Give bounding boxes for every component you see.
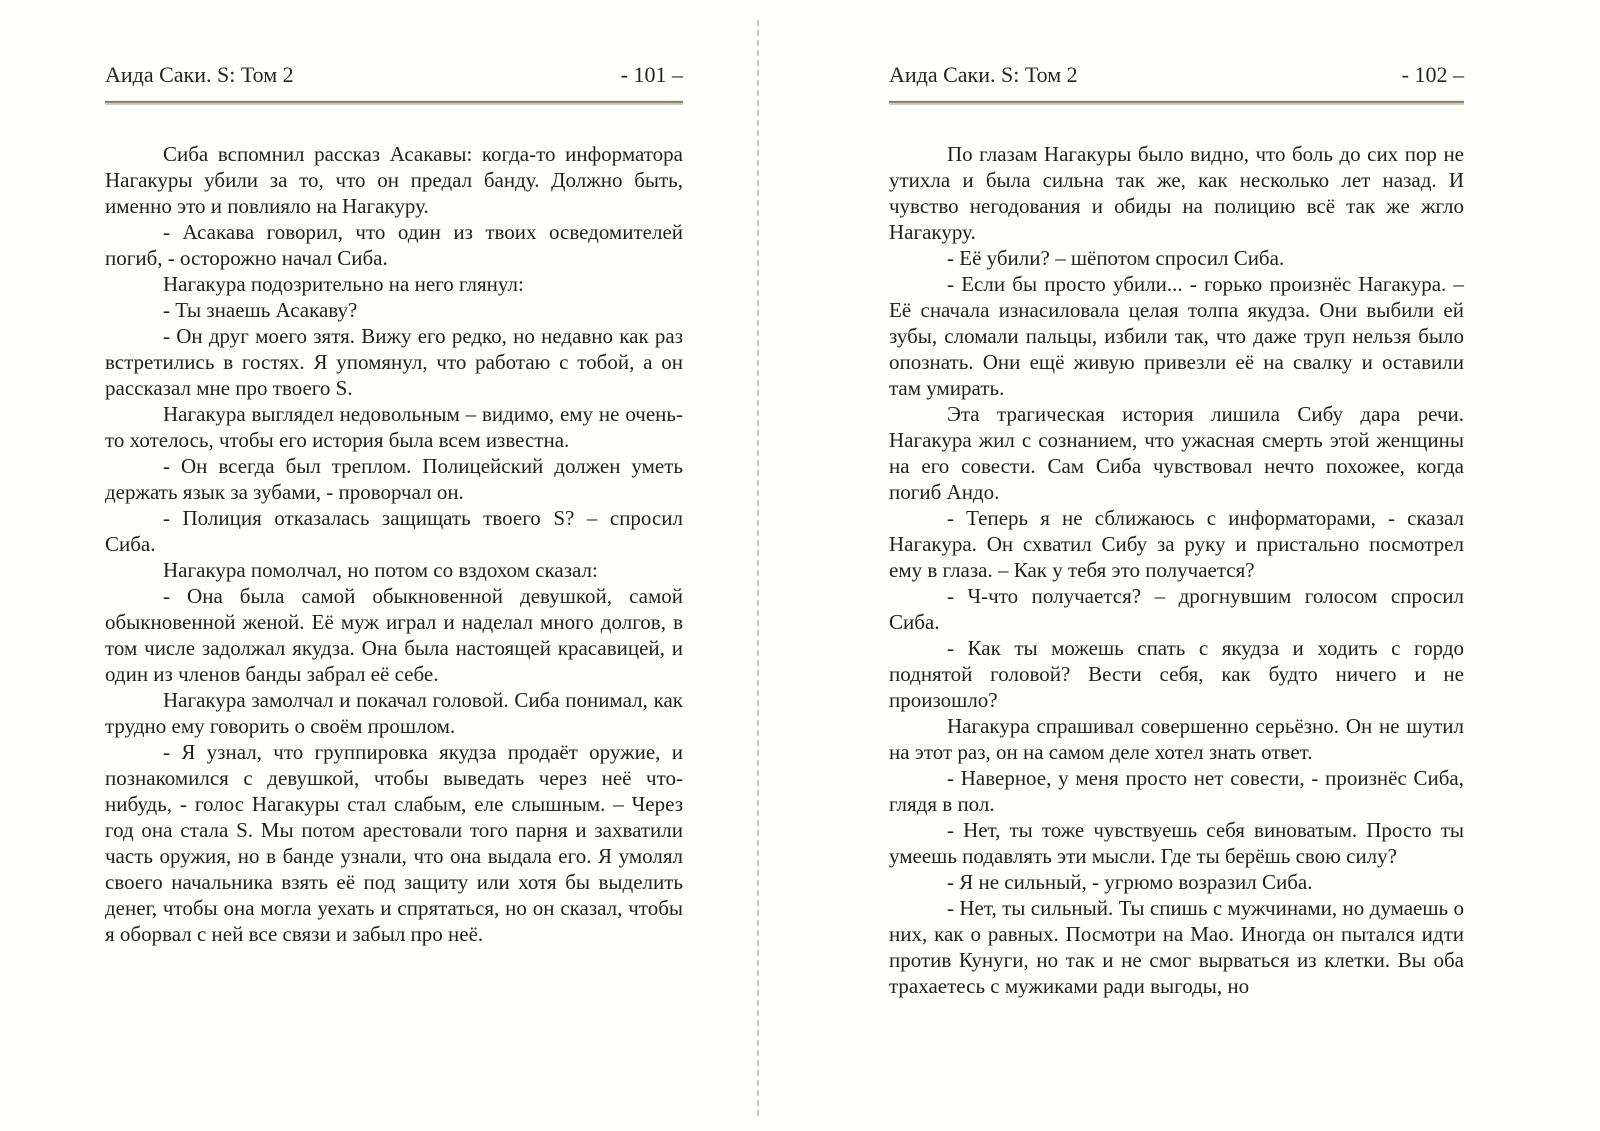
- page-header-title: Аида Саки. S: Том 2: [105, 62, 294, 87]
- page-left: [105, 0, 683, 947]
- paragraph: Сиба вспомнил рассказ Асакавы: когда-то информатора Нагакуры убили за то, что он предал банду. Должно быть, именно это и повлияло на Нагакуру.: [105, 142, 683, 218]
- header-rule: [889, 100, 1464, 105]
- page-body: [889, 141, 1464, 999]
- paragraph: - Если бы просто убили... - горько произнёс Нагакура. – Её сначала изнасиловала целая толпа якудза. Они выбили ей зубы, сломали пальцы, избили так, что даже труп нельзя было опознать. Они ещё живую привезли её на свалку и оставили там умирать.: [889, 272, 1464, 400]
- paragraph: Нагакура помолчал, но потом со вздохом сказал:: [163, 558, 598, 582]
- paragraph: - Её убили? – шёпотом спросил Сиба.: [947, 246, 1285, 270]
- paragraph: - Он друг моего зятя. Вижу его редко, но недавно как раз встретились в гостях. Я упомянул, что работаю с тобой, а он рассказал мне про твоего S.: [105, 324, 683, 400]
- paragraph: - Ты знаешь Асакаву?: [163, 298, 358, 322]
- page-body: [105, 141, 683, 947]
- paragraph: - Как ты можешь спать с якудза и ходить с гордо поднятой головой? Вести себя, как будто ничего и не произошло?: [889, 636, 1464, 712]
- page-header-title: Аида Саки. S: Том 2: [889, 62, 1078, 87]
- paragraph: - Наверное, у меня просто нет совести, - произнёс Сиба, глядя в пол.: [889, 766, 1464, 816]
- paragraph: Нагакура подозрительно на него глянул:: [163, 272, 524, 296]
- paragraph: - Ч-что получается? – дрогнувшим голосом спросил Сиба.: [889, 584, 1464, 634]
- page-divider: [757, 20, 759, 1116]
- paragraph: Нагакура спрашивал совершенно серьёзно. Он не шутил на этот раз, он на самом деле хотел знать ответ.: [889, 714, 1464, 764]
- paragraph: Нагакура замолчал и покачал головой. Сиба понимал, как трудно ему говорить о своём прошлом.: [105, 688, 683, 738]
- paragraph: - Я узнал, что группировка якудза продаёт оружие, и познакомился с девушкой, чтобы выведать через неё что-нибудь, - голос Нагакуры стал слабым, еле слышным. – Через год она стала S. Мы потом арестовали того парня и захватили часть оружия, но в банде узнали, что она выдала его. Я умолял своего начальника взять её под защиту или хотя бы выделить денег, чтобы она могла уехать и спрятаться, но он сказал, чтобы я оборвал с ней все связи и забыл про неё.: [105, 740, 683, 946]
- paragraph: - Нет, ты тоже чувствуешь себя виноватым. Просто ты умеешь подавлять эти мысли. Где ты берёшь свою силу?: [889, 818, 1464, 868]
- paragraph: - Полиция отказалась защищать твоего S? – спросил Сиба.: [105, 506, 683, 556]
- page-header: [889, 62, 1464, 88]
- page-number: - 102 –: [1401, 62, 1464, 87]
- paragraph: Эта трагическая история лишила Сибу дара речи. Нагакура жил с сознанием, что ужасная смерть этой женщины на его совести. Сам Сиба чувствовал нечто похожее, когда погиб Андо.: [889, 402, 1464, 504]
- paragraph: Нагакура выглядел недовольным – видимо, ему не очень-то хотелось, чтобы его история была всем известна.: [105, 402, 683, 452]
- paragraph: По глазам Нагакуры было видно, что боль до сих пор не утихла и была сильна так же, как несколько лет назад. И чувство негодования и обиды на полицию всё так же жгло Нагакуру.: [889, 142, 1464, 244]
- page-number: - 101 –: [620, 62, 683, 87]
- header-rule: [105, 100, 683, 105]
- paragraph: - Нет, ты сильный. Ты спишь с мужчинами, но думаешь о них, как о равных. Посмотри на Мао. Иногда он пытался идти против Кунуги, но так и не смог вырваться из клетки. Вы оба трахаетесь с мужиками ради выгоды, но: [889, 896, 1464, 998]
- page-header: [105, 62, 683, 88]
- paragraph: - Асакава говорил, что один из твоих осведомителей погиб, - осторожно начал Сиба.: [105, 220, 683, 270]
- page-right: [889, 0, 1464, 999]
- paragraph: - Теперь я не сближаюсь с информаторами, - сказал Нагакура. Он схватил Сибу за руку и пристально посмотрел ему в глаза. – Как у тебя это получается?: [889, 506, 1464, 582]
- paragraph: - Она была самой обыкновенной девушкой, самой обыкновенной женой. Её муж играл и наделал много долгов, в том числе задолжал якудза. Она была настоящей красавицей, и один из членов банды забрал её себе.: [105, 584, 683, 686]
- paragraph: - Он всегда был треплом. Полицейский должен уметь держать язык за зубами, - проворчал он.: [105, 454, 683, 504]
- paragraph: - Я не сильный, - угрюмо возразил Сиба.: [947, 870, 1313, 894]
